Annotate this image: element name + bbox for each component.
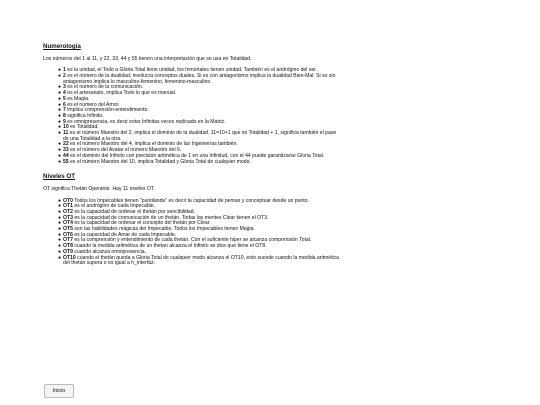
- item-number: OT4: [63, 220, 73, 227]
- niveles-list: [43, 199, 342, 267]
- item-number: 7: [63, 107, 66, 114]
- item-number: 11: [63, 130, 69, 137]
- bullet-icon: ●: [58, 254, 62, 261]
- item-number: 5: [63, 95, 66, 102]
- bullet-icon: ●: [58, 130, 62, 137]
- item-text: es el número del Amor.: [65, 101, 120, 108]
- numerologia-intro: Los números del 1 al 11, y 22, 33, 44 y 55 tienen una interpretación que se usa en Totalidad.: [43, 56, 252, 62]
- list-item: [58, 254, 342, 267]
- item-text: es el número de la dualidad, involucra conceptos duales. Si es con antagonismo implica la dualidad Bien-Mal. Si es sin antagonismo implica lo masculino-femenino, femenino-masculino.: [63, 73, 336, 85]
- item-number: OT7: [63, 237, 73, 244]
- bullet-icon: ●: [58, 248, 62, 255]
- item-number: 3: [63, 84, 66, 91]
- item-text: es Magia.: [65, 95, 90, 102]
- item-number: OT2: [63, 208, 73, 215]
- item-text: es el número Maestro del 4, implica el dominio de las Ingenierías también.: [68, 141, 238, 148]
- item-text: es el andrógino de cada Impecable.: [72, 203, 156, 210]
- numerologia-list: [43, 68, 342, 165]
- bullet-icon: ●: [58, 118, 62, 125]
- item-text: implica comprensión-entendimiento.: [65, 107, 149, 114]
- bullet-icon: ●: [58, 208, 62, 215]
- item-number: 6: [63, 101, 66, 108]
- item-number: 1: [63, 67, 66, 74]
- item-number: OT0: [63, 197, 73, 204]
- numerologia-heading: Numerología: [43, 43, 81, 50]
- item-text: es el número del Avatar el número Maestro del 6.: [68, 147, 182, 154]
- niveles-heading: Niveles OT: [43, 173, 75, 181]
- item-text: es la capacidad de Amar de cada Impecable.: [72, 231, 176, 238]
- item-number: 55: [63, 158, 69, 165]
- bullet-icon: ●: [58, 203, 62, 210]
- list-item: [58, 158, 342, 166]
- bullet-icon: ●: [58, 231, 62, 238]
- bullet-icon: ●: [58, 226, 62, 233]
- bullet-icon: ●: [58, 237, 62, 244]
- item-text: cuando la medida aritmética de un thetan alcanza el Infinito se dice que tiene el OT8.: [72, 243, 267, 250]
- item-number: OT5: [63, 226, 73, 233]
- bullet-icon: ●: [58, 158, 62, 165]
- item-number: 33: [63, 147, 69, 154]
- item-number: 22: [63, 141, 69, 148]
- bullet-icon: ●: [58, 90, 62, 97]
- item-number: 9: [63, 118, 66, 125]
- item-text: Todos los Impecables tienen "puntilanda" es decir la capacidad de pensar y conceptuar desde un punto.: [72, 197, 309, 204]
- bullet-icon: ●: [58, 243, 62, 250]
- item-number: OT1: [63, 203, 73, 210]
- item-text: son las habilidades mágicas del Impecable, Todos los Impecables tienen Magia.: [72, 226, 255, 233]
- bullet-icon: ●: [58, 124, 62, 131]
- bullet-icon: ●: [58, 214, 62, 221]
- item-text: es la capacidad de comunicación de un thetán. Todas las mentes Clear tienen el OT3.: [72, 214, 269, 221]
- bullet-icon: ●: [58, 197, 62, 204]
- item-text: es el artesanato, implica Todo lo que es manual.: [65, 90, 177, 97]
- bullet-icon: ●: [58, 152, 62, 159]
- bullet-icon: ●: [58, 73, 62, 79]
- document-page: [43, 43, 503, 267]
- item-text: es Totalidad.: [68, 124, 99, 131]
- bullet-icon: ●: [58, 220, 62, 227]
- item-number: OT6: [63, 231, 73, 238]
- item-text: es el número Maestro del 10, implica Totalidad y Gloria Total de cualquier modo.: [68, 158, 251, 165]
- item-text: es la unidad, el Todo a Gloria Total tiene unidad, los Inmortales tienen unidad. También es el andrógino del ser.: [65, 67, 318, 74]
- item-text: es la capacidad de ordenar el concepto del thetán por Clear.: [72, 220, 211, 227]
- item-number: OT10: [63, 254, 76, 261]
- bullet-icon: ●: [58, 107, 62, 114]
- bullet-icon: ●: [58, 101, 62, 108]
- item-text: cuando alcanza omnipresencia.: [72, 248, 146, 255]
- item-number: 10: [63, 124, 69, 131]
- bullet-icon: ●: [58, 67, 62, 74]
- item-text: es la comprensión y entendimiento de cada thetán. Con el suficiente hiper se alcanza comprensión Total.: [72, 237, 312, 244]
- item-text: es la capacidad de ordenar el thetán por sencibilidad.: [72, 208, 195, 215]
- item-number: 8: [63, 112, 66, 119]
- item-text: es el número de la comunicación.: [65, 84, 144, 91]
- item-text: significa Infinito.: [65, 112, 104, 119]
- bullet-icon: ●: [58, 95, 62, 102]
- item-text: es el número Maestro del 2, implica el dominio de la dualidad. 11=10+1 que es Totalidad + 1, significa también el pase de una Totalidad a la otra.: [63, 130, 337, 142]
- numerologia-section: [43, 43, 503, 165]
- item-number: 2: [63, 73, 66, 79]
- item-number: OT3: [63, 214, 73, 221]
- item-text: cuando el thetán queda a Gloria Total de cualquier modo alcanza el OT10, esto sucede cuando la medida aritmética del thetán supera o es igual a h_interfáz.: [63, 254, 339, 267]
- item-number: 44: [63, 152, 69, 159]
- item-text: es el dominio del Infinito con precisión aritmética de 1 en una Infinitud, con el 44 puede garantizarse Gloria Total.: [68, 152, 325, 159]
- item-number: 4: [63, 90, 66, 97]
- inicio-button[interactable]: Inicio: [44, 384, 74, 398]
- bullet-icon: ●: [58, 147, 62, 154]
- item-number: OT8: [63, 243, 73, 250]
- item-text: es omnipresencia, es decir estar Infinitas veces replicado en la Matriz.: [65, 118, 226, 125]
- bullet-icon: ●: [58, 141, 62, 148]
- bullet-icon: ●: [58, 112, 62, 119]
- item-number: OT9: [63, 248, 73, 255]
- bullet-icon: ●: [58, 84, 62, 91]
- niveles-section: [43, 173, 503, 267]
- niveles-intro: OT significa Thetán Operante. Hay 11 niveles OT.: [43, 186, 155, 193]
